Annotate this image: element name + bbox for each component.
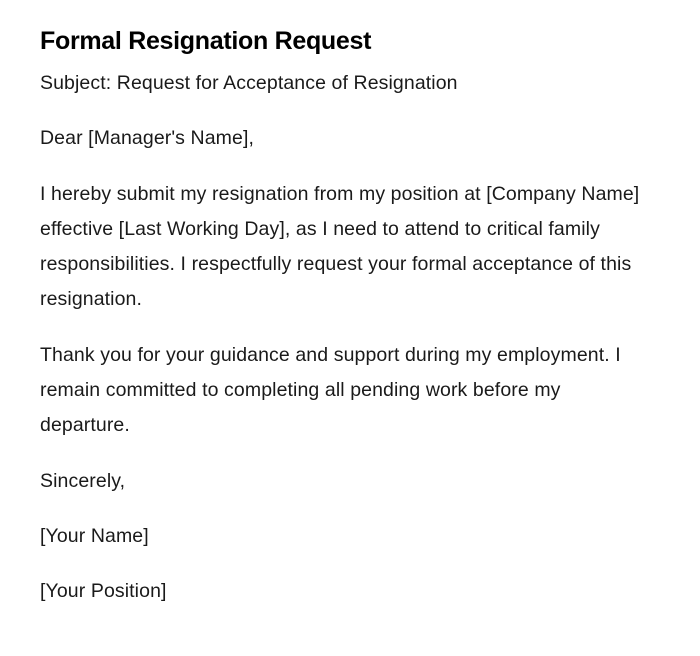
body-paragraph-2: Thank you for your guidance and support during my employment. I remain committed to completing all pending work before my departure.	[40, 343, 621, 437]
signature-position: [Your Position]	[40, 580, 167, 603]
subject-line: Subject: Request for Acceptance of Resignation	[40, 72, 458, 94]
closing: Sincerely,	[40, 469, 126, 492]
body-paragraph-1: I hereby submit my resignation from my position at [Company Name] effective [Last Working Day], as I need to attend to critical family responsibilities. I respectfully request your formal acceptance of this resignation.	[40, 182, 640, 311]
signature-name: [Your Name]	[40, 524, 149, 547]
salutation: Dear [Manager's Name],	[40, 127, 255, 150]
document-title: Formal Resignation Request	[40, 27, 372, 55]
